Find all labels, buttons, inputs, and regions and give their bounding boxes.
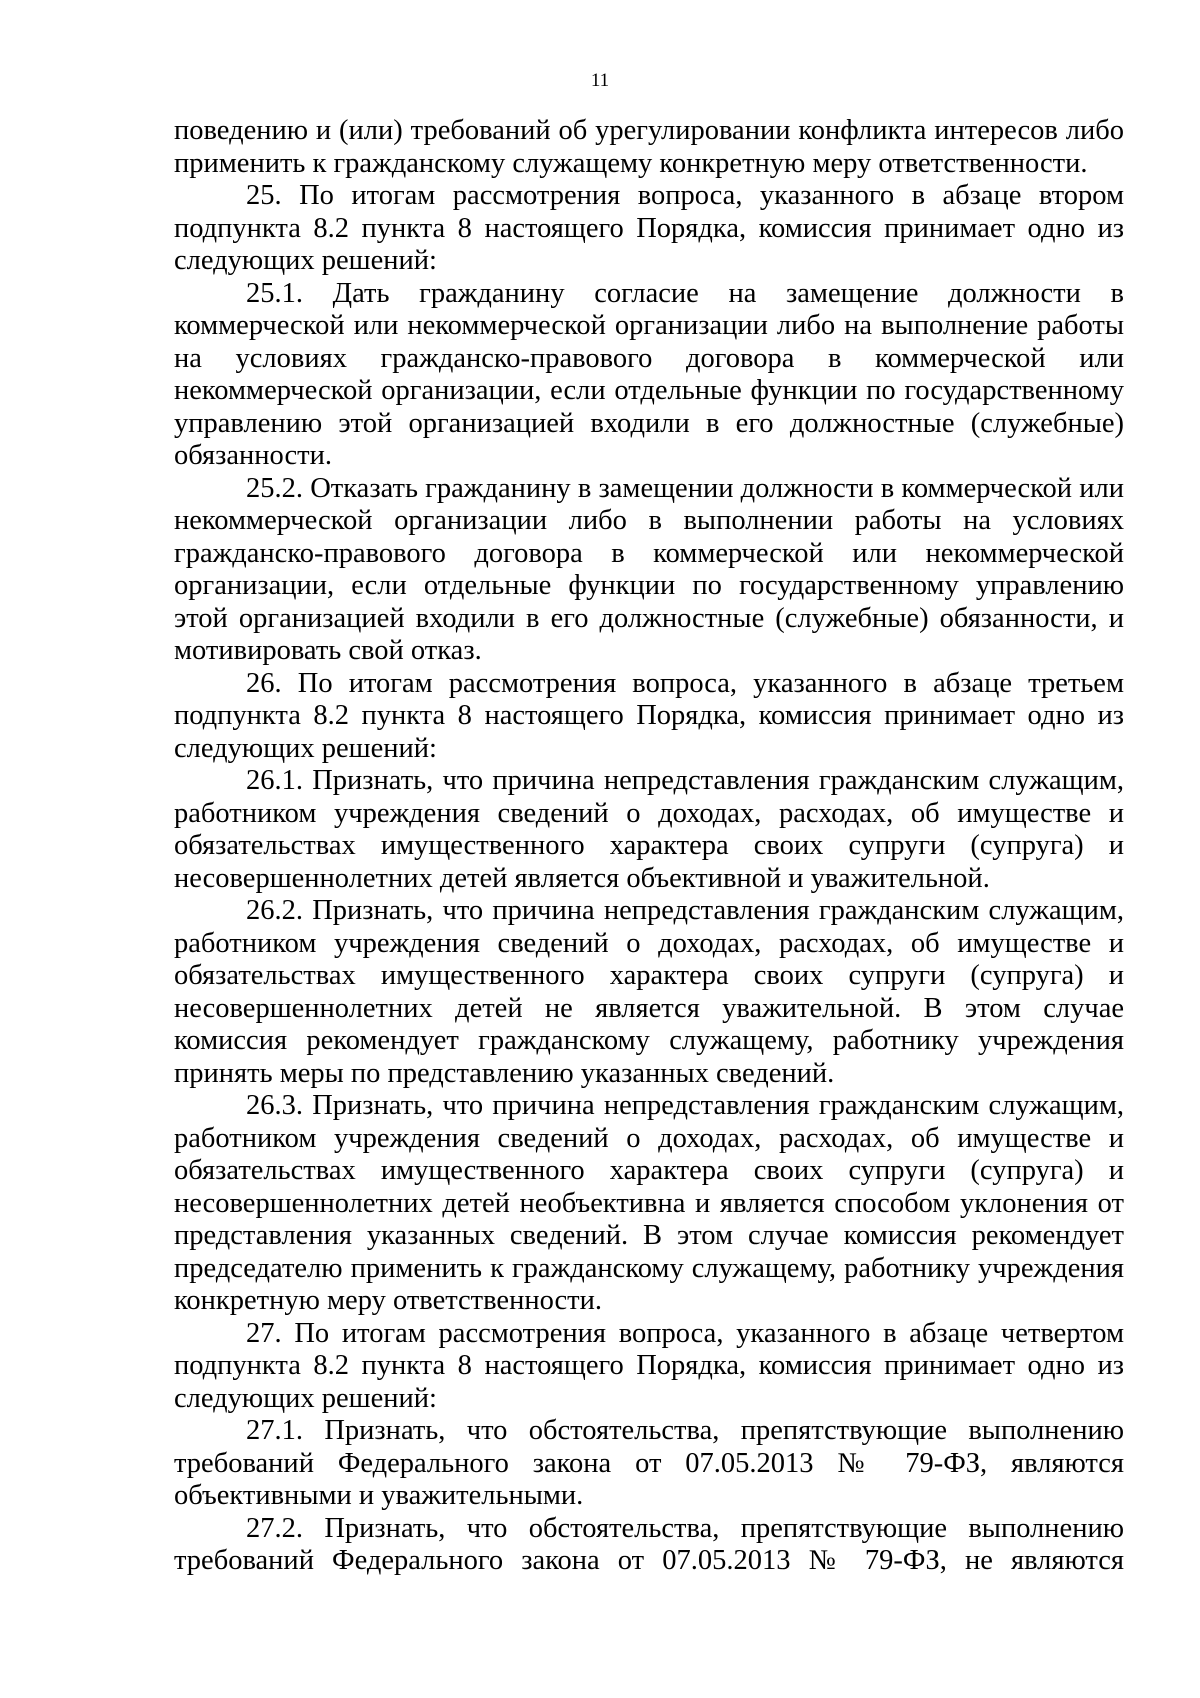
- paragraph-25: 25. По итогам рассмотрения вопроса, указанного в абзаце втором подпункта 8.2 пункта 8 настоящего Порядка, комиссия принимает одно из следующих решений:: [174, 180, 1124, 276]
- paragraph-27-2: 27.2. Признать, что обстоятельства, препятствующие выполнению требований Федерального закона от 07.05.2013 № 79-ФЗ, не являются: [174, 1512, 1124, 1576]
- paragraph-26: 26. По итогам рассмотрения вопроса, указанного в абзаце третьем подпункта 8.2 пункта 8 настоящего Порядка, комиссия принимает одно из следующих решений:: [174, 667, 1124, 764]
- document-body: [174, 115, 1124, 1578]
- paragraph-26-3: 26.3. Признать, что причина непредставления гражданским служащим, работником учреждения сведений о доходах, расходах, об имуществе и обязательствах имущественного характера своих супруги (супруга) и несовершеннолетних детей необъективна и является способом уклонения от представления указанных сведений. В этом случае комиссия рекомендует председателю применить к гражданскому служащему, работнику учреждения конкретную меру ответственности.: [174, 1090, 1124, 1316]
- paragraph-25-1: 25.1. Дать гражданину согласие на замещение должности в коммерческой или некоммерческой организации либо на выполнение работы на условиях гражданско-правового договора в коммерческой или некоммерческой организации, если отдельные функции по государственному управлению этой организацией входили в его должностные (служебные) обязанности.: [174, 277, 1124, 471]
- paragraph-27-1: 27.1. Признать, что обстоятельства, препятствующие выполнению требований Федерального закона от 07.05.2013 № 79-ФЗ, являются объективными и уважительными.: [174, 1415, 1124, 1511]
- page-number: 11: [590, 70, 610, 91]
- paragraph-26-2: 26.2. Признать, что причина непредставления гражданским служащим, работником учреждения сведений о доходах, расходах, об имуществе и обязательствах имущественного характера своих супруги (супруга) и несовершеннолетних детей не является уважительной. В этом случае комиссия рекомендует гражданскому служащему, работнику учреждения принять меры по представлению указанных сведений.: [174, 895, 1124, 1089]
- paragraph-27: 27. По итогам рассмотрения вопроса, указанного в абзаце четвертом подпункта 8.2 пункта 8 настоящего Порядка, комиссия принимает одно из следующих решений:: [174, 1317, 1124, 1414]
- paragraph-continuation: поведению и (или) требований об урегулировании конфликта интересов либо применить к гражданскому служащему конкретную меру ответственности.: [174, 115, 1124, 179]
- paragraph-26-1: 26.1. Признать, что причина непредставления гражданским служащим, работником учреждения сведений о доходах, расходах, об имуществе и обязательствах имущественного характера своих супруги (супруга) и несовершеннолетних детей является объективной и уважительной.: [174, 765, 1124, 894]
- paragraph-25-2: 25.2. Отказать гражданину в замещении должности в коммерческой или некоммерческой организации либо в выполнении работы на условиях гражданско-правового договора в коммерческой или некоммерческой организации, если отдельные функции по государственному управлению этой организацией входили в его должностные (служебные) обязанности, и мотивировать свой отказ.: [174, 472, 1124, 666]
